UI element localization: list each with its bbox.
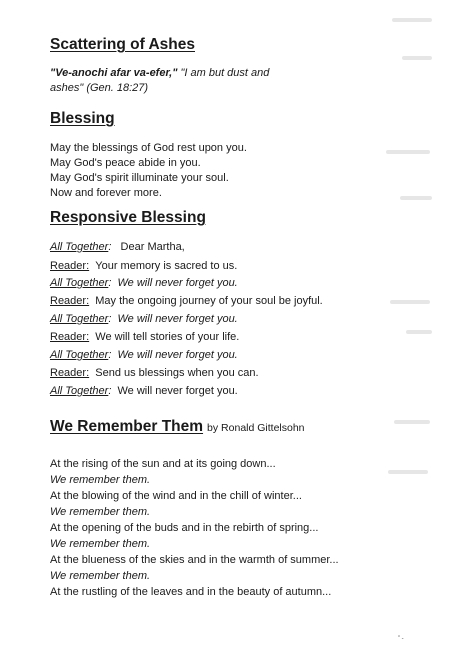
poem-response: We remember them. bbox=[50, 538, 151, 550]
poem-line: At the blueness of the skies and in the warmth of summer... bbox=[50, 554, 339, 566]
response-text: We will never forget you. bbox=[117, 349, 238, 361]
poem-line: At the rising of the sun and at its going down... bbox=[50, 458, 276, 470]
response-text: We will tell stories of your life. bbox=[95, 331, 240, 343]
response-text: Your memory is sacred to us. bbox=[95, 260, 238, 272]
hebrew-quote: "Ve-anochi afar va-efer," bbox=[50, 67, 178, 79]
speaker-all-together: All Together bbox=[50, 313, 109, 325]
section-title-ashes: Scattering of Ashes bbox=[50, 36, 195, 53]
poem-response: We remember them. bbox=[50, 506, 151, 518]
response-text: We will never forget you. bbox=[117, 385, 238, 397]
responsive-row: All Together: We will never forget you. bbox=[50, 349, 238, 361]
responsive-row: All Together: We will never forget you. bbox=[50, 277, 238, 289]
poem-line: At the blowing of the wind and in the chill of winter... bbox=[50, 490, 302, 502]
poem-response: We remember them. bbox=[50, 474, 151, 486]
response-text: Dear Martha, bbox=[120, 241, 185, 253]
section-title-responsive-blessing: Responsive Blessing bbox=[50, 209, 206, 226]
speaker-reader: Reader: bbox=[50, 295, 90, 307]
poem-response: We remember them. bbox=[50, 570, 151, 582]
section-title-we-remember-them bbox=[50, 418, 305, 436]
english-quote: "I am but dust and bbox=[180, 67, 270, 79]
ashes-quote-line-1 bbox=[50, 67, 269, 79]
poem-line: At the rustling of the leaves and in the beauty of autumn... bbox=[50, 586, 332, 598]
response-text: We will never forget you. bbox=[117, 277, 238, 289]
blessing-line: May God's spirit illuminate your soul. bbox=[50, 172, 229, 184]
page-mark: ” - bbox=[398, 636, 404, 642]
responsive-row bbox=[50, 260, 237, 272]
section-title-blessing: Blessing bbox=[50, 110, 115, 127]
speaker-reader: Reader: bbox=[50, 367, 90, 379]
speaker-all-together: All Together bbox=[50, 349, 109, 361]
ashes-quote-line-2: ashes" (Gen. 18:27) bbox=[50, 82, 149, 94]
blessing-line: Now and forever more. bbox=[50, 187, 162, 199]
speaker-all-together: All Together bbox=[50, 241, 109, 253]
blessing-line: May the blessings of God rest upon you. bbox=[50, 142, 247, 154]
response-text: Send us blessings when you can. bbox=[95, 367, 259, 379]
response-text: May the ongoing journey of your soul be joyful. bbox=[95, 295, 323, 307]
responsive-row: All Together: We will never forget you. bbox=[50, 385, 238, 397]
responsive-row bbox=[50, 295, 323, 307]
show-through-marks bbox=[380, 0, 450, 645]
speaker-all-together: All Together bbox=[50, 277, 109, 289]
responsive-row bbox=[50, 331, 239, 343]
author-byline: by Ronald Gittelsohn bbox=[207, 422, 305, 434]
responsive-row: All Together: We will never forget you. bbox=[50, 313, 238, 325]
responsive-row: All Together: Dear Martha, bbox=[50, 241, 185, 253]
we-remember-title: We Remember Them bbox=[50, 418, 204, 435]
speaker-reader: Reader: bbox=[50, 260, 90, 272]
blessing-line: May God's peace abide in you. bbox=[50, 157, 201, 169]
poem-line: At the opening of the buds and in the rebirth of spring... bbox=[50, 522, 319, 534]
speaker-reader: Reader: bbox=[50, 331, 90, 343]
speaker-all-together: All Together bbox=[50, 385, 109, 397]
response-text: We will never forget you. bbox=[117, 313, 238, 325]
responsive-row bbox=[50, 367, 259, 379]
